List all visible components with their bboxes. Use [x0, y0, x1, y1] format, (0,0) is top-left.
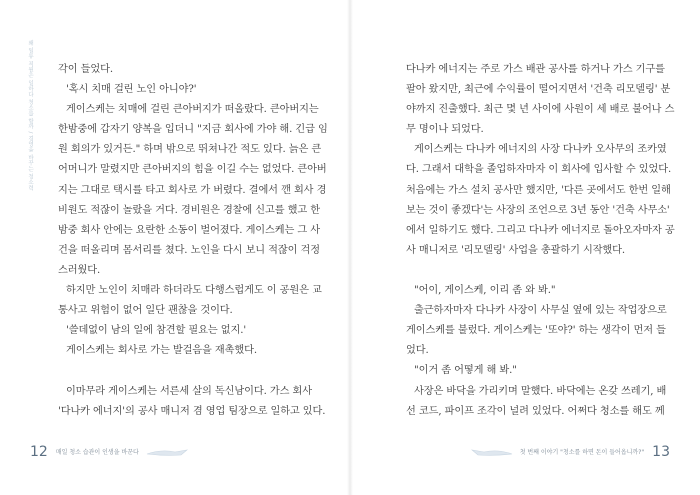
text-line: 무 명이나 되었다. — [406, 124, 484, 136]
text-line: 건을 떠올리며 몸서리를 쳤다. 노인을 다시 보니 적잖이 걱정 — [58, 244, 321, 256]
text-line: 하지만 노인이 치매라 하더라도 다행스럽게도 이 공원은 교 — [66, 285, 322, 297]
page-number: 13 — [652, 443, 670, 460]
side-running-title: 왜 일류 직원은 일하다 청소를 할까 / 경영을 바꾸는 청소력 — [27, 40, 33, 191]
text-line: 어머니가 말렸지만 큰아버지의 힘을 이길 수는 없었다. 큰아버 — [58, 164, 327, 176]
running-head: 매일 청소 습관이 인생을 바꾼다 — [55, 449, 139, 456]
text-line — [58, 361, 298, 381]
text-line: 선 코드, 파이프 조각이 널려 있었다. 어쩌다 청소를 해도 께 — [406, 405, 665, 417]
text-line: 다나카 에너지는 주로 가스 배관 공사를 하거나 가스 기구를 — [406, 64, 665, 75]
text-line: 게이스케는 다나카 에너지의 사장 다나카 오사무의 조카였 — [414, 144, 667, 156]
text-line: 사장은 바닥을 가리키며 말했다. 바닥에는 온갖 쓰레기, 배 — [414, 385, 667, 397]
text-line: 게이스케는 회사로 가는 발걸음을 재촉했다. — [66, 345, 258, 357]
running-head: 첫 번째 이야기 "청소를 하면 돈이 들어옵니까?" — [519, 449, 645, 456]
text-line: 비원도 적잖이 놀랐을 거다. 경비원은 경찰에 신고를 했고 한 — [58, 204, 321, 216]
text-line: '혹시 치매 걸린 노인 아니야?' — [66, 84, 197, 96]
text-line: 다. 그래서 대학을 졸업하자마자 이 회사에 입사할 수 있었다. — [406, 164, 672, 176]
left-footer — [30, 442, 195, 461]
text-line: 지는 그대로 택시를 타고 회사로 가 버렸다. 결에서 깬 회사 경 — [58, 184, 327, 196]
text-line: 게이스케는 치매에 걸린 큰아버지가 떠올랐다. 큰아버지는 — [66, 104, 319, 116]
text-line: "어이, 게이스케, 이리 좀 와 봐." — [414, 285, 556, 297]
text-line: 팔아 왔지만, 최근에 수익률이 떨어지면서 '건축 리모델링' 분 — [406, 84, 671, 96]
text-line: 통사고 위험이 없어 일단 괜찮을 것이다. — [58, 305, 233, 317]
text-line: 사 매니저로 '리모델링' 사업을 총괄하기 시작했다. — [406, 244, 626, 256]
pen-nib-icon — [145, 442, 189, 461]
text-line: 한밤중에 갑자기 양복을 입더니 "지금 회사에 가야 해. 긴급 임 — [58, 124, 328, 136]
text-line: '다나카 에너지'의 공사 매니저 겸 영업 팀장으로 일하고 있다. — [58, 405, 326, 417]
text-line: 에서 일하기도 했다. 그리고 다나카 에너지로 돌아오자마자 공 — [406, 224, 675, 236]
text-line: 었다. — [406, 345, 429, 357]
text-line: 스러웠다. — [58, 264, 101, 276]
right-footer — [464, 442, 670, 461]
text-line: 보는 것이 좋겠다'는 사장의 조언으로 3년 동안 '건축 사무소' — [406, 204, 670, 216]
text-line: 야까지 진출했다. 최근 몇 년 사이에 사원이 세 배로 불어나 스 — [406, 104, 675, 116]
text-line: "이거 좀 어떻게 해 봐." — [414, 365, 517, 377]
text-line: 출근하자마자 다나카 사장이 사무실 옆에 있는 작업장으로 — [414, 305, 667, 317]
right-page — [350, 0, 700, 495]
text-line — [406, 261, 648, 281]
left-body-text — [58, 60, 328, 422]
text-line: 각이 들었다. — [58, 64, 113, 75]
text-line: '쓸데없이 남의 일에 참견할 필요는 없지.' — [66, 325, 247, 337]
page-number: 12 — [30, 443, 48, 460]
pen-nib-icon — [470, 442, 514, 461]
text-line: 이마무라 게이스케는 서른세 살의 독신남이다. 가스 회사 — [66, 385, 313, 397]
text-line: 게이스케를 불렀다. 게이스케는 '또야?' 하는 생각이 먼저 들 — [406, 325, 666, 337]
text-line: 밤중 회사 안에는 요란한 소동이 벌어졌다. 게이스케는 그 사 — [58, 224, 321, 236]
text-line: 원 회의가 있거든." 하며 밖으로 뛰쳐나간 적도 있다. 늙은 큰 — [58, 144, 322, 156]
text-line: 처음에는 가스 설치 공사만 했지만, '다른 곳에서도 한번 일해 — [406, 184, 671, 196]
right-body-text — [406, 60, 675, 422]
